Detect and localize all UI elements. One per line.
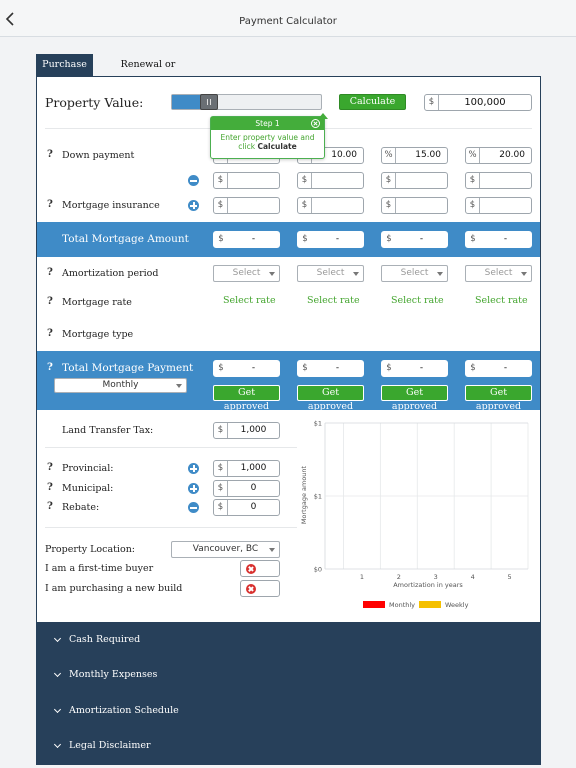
chart-xlabel: Amortization in years xyxy=(393,581,463,589)
chevron-down-icon xyxy=(437,272,443,276)
municipal-help-icon[interactable]: ? xyxy=(47,482,53,493)
down-payment-amount-4[interactable]: $ xyxy=(465,172,532,189)
slider-handle[interactable] xyxy=(200,94,218,110)
chart-xtick: 1 xyxy=(359,573,364,581)
total-mortgage-amount-4: $ - xyxy=(465,231,532,248)
legend-swatch-weekly xyxy=(419,601,441,608)
mortgage-insurance-label: Mortgage insurance xyxy=(62,200,160,211)
mortgage-insurance-4[interactable]: $ xyxy=(465,197,532,214)
remove-down-payment-icon[interactable] xyxy=(188,175,199,186)
top-bar xyxy=(0,0,576,37)
chart-ytick: $1 xyxy=(313,419,322,428)
chevron-down-icon xyxy=(521,272,527,276)
accordion-amortization-schedule[interactable]: Amortization Schedule xyxy=(36,694,541,729)
total-mortgage-amount-band xyxy=(37,222,540,257)
select-rate-link-1[interactable]: Select rate xyxy=(223,295,276,306)
chevron-down-icon xyxy=(54,670,61,677)
legend-label-monthly: Monthly xyxy=(389,601,416,609)
amortization-help-icon[interactable]: ? xyxy=(47,267,53,278)
amortization-select-2[interactable]: Select xyxy=(297,265,364,282)
accordion xyxy=(36,623,541,765)
amortization-select-3[interactable]: Select xyxy=(381,265,448,282)
remove-rebate-icon[interactable] xyxy=(188,502,199,513)
total-payment-2: $ - xyxy=(297,360,364,377)
property-value-input[interactable]: $ 100,000 xyxy=(424,94,532,111)
divider xyxy=(45,447,297,448)
total-payment-3: $ - xyxy=(381,360,448,377)
chart-xtick: 5 xyxy=(507,573,512,581)
amortization-chart xyxy=(295,415,535,615)
property-location-label: Property Location: xyxy=(45,544,136,555)
tooltip-title: Step 1 xyxy=(211,117,324,130)
get-approved-button-1[interactable]: Get approved xyxy=(213,385,280,401)
rebate-input[interactable]: $ 0 xyxy=(213,499,280,516)
land-transfer-tax-label: Land Transfer Tax: xyxy=(62,425,154,436)
land-transfer-tax-input[interactable]: $ 1,000 xyxy=(213,422,280,439)
provincial-label: Provincial: xyxy=(62,463,114,474)
accordion-monthly-expenses[interactable]: Monthly Expenses xyxy=(36,658,541,693)
calculate-button[interactable]: Calculate xyxy=(339,94,406,110)
chevron-down-icon xyxy=(176,384,182,388)
payment-frequency-select[interactable]: Monthly xyxy=(54,378,187,393)
rebate-label: Rebate: xyxy=(62,502,100,513)
tooltip-arrow xyxy=(318,113,328,119)
tooltip-bold: Calculate xyxy=(257,142,297,151)
chevron-down-icon xyxy=(54,706,61,713)
select-rate-link-3[interactable]: Select rate xyxy=(391,295,444,306)
page-title: Payment Calculator xyxy=(239,16,337,27)
total-payment-help-icon[interactable]: ? xyxy=(47,362,53,373)
down-payment-help-icon[interactable]: ? xyxy=(47,149,53,160)
total-payment-1: $ - xyxy=(213,360,280,377)
rebate-help-icon[interactable]: ? xyxy=(47,501,53,512)
select-rate-link-2[interactable]: Select rate xyxy=(307,295,360,306)
chevron-down-icon xyxy=(353,272,359,276)
new-build-toggle[interactable] xyxy=(240,580,280,597)
down-payment-percent-3[interactable]: % 15.00 xyxy=(381,147,448,164)
amortization-select-4[interactable]: Select xyxy=(465,265,532,282)
step-tooltip xyxy=(210,116,325,159)
close-icon[interactable] xyxy=(311,119,320,128)
first-time-buyer-toggle[interactable] xyxy=(240,560,280,577)
mortgage-type-label: Mortgage type xyxy=(62,329,134,340)
chart-grid xyxy=(325,423,528,569)
get-approved-button-4[interactable]: Get approved xyxy=(465,385,532,401)
chart-xtick: 2 xyxy=(396,573,401,581)
provincial-input[interactable]: $ 1,000 xyxy=(213,460,280,477)
municipal-input[interactable]: $ 0 xyxy=(213,480,280,497)
total-mortgage-amount-3: $ - xyxy=(381,231,448,248)
chevron-down-icon xyxy=(269,272,275,276)
mortgage-insurance-2[interactable]: $ xyxy=(297,197,364,214)
select-rate-link-4[interactable]: Select rate xyxy=(475,295,528,306)
get-approved-button-3[interactable]: Get approved xyxy=(381,385,448,401)
mortgage-insurance-help-icon[interactable]: ? xyxy=(47,199,53,210)
mortgage-insurance-3[interactable]: $ xyxy=(381,197,448,214)
municipal-label: Municipal: xyxy=(62,483,114,494)
total-payment-4: $ - xyxy=(465,360,532,377)
new-build-label: I am purchasing a new build xyxy=(45,583,183,594)
accordion-legal-disclaimer[interactable]: Legal Disclaimer xyxy=(36,729,541,764)
chevron-down-icon xyxy=(269,548,275,552)
property-value-slider[interactable] xyxy=(171,94,322,110)
chevron-down-icon xyxy=(54,741,61,748)
add-provincial-icon[interactable] xyxy=(188,463,199,474)
down-payment-percent-4[interactable]: % 20.00 xyxy=(465,147,532,164)
mortgage-rate-label: Mortgage rate xyxy=(62,297,132,308)
add-mortgage-insurance-icon[interactable] xyxy=(188,200,199,211)
chart-xtick: 3 xyxy=(433,573,438,581)
total-mortgage-amount-1: $ - xyxy=(213,231,280,248)
total-mortgage-payment-label: Total Mortgage Payment xyxy=(62,362,194,374)
chevron-down-icon xyxy=(54,635,61,642)
property-location-select[interactable]: Vancouver, BC xyxy=(171,541,280,558)
total-mortgage-payment-band xyxy=(37,351,540,410)
accordion-cash-required[interactable]: Cash Required xyxy=(36,623,541,658)
x-icon xyxy=(246,584,256,594)
mortgage-rate-help-icon[interactable]: ? xyxy=(47,296,53,307)
chart-ytick: $0 xyxy=(313,565,322,574)
tab-renewal-or-refinance[interactable]: Renewal or xyxy=(120,59,176,70)
down-payment-label: Down payment xyxy=(62,150,135,161)
chart-ylabel: Mortgage amount xyxy=(300,465,308,525)
down-payment-amount-2[interactable]: $ xyxy=(297,172,364,189)
first-time-buyer-label: I am a first-time buyer xyxy=(45,563,154,574)
tab-purchase[interactable]: Purchase xyxy=(36,54,93,76)
down-payment-amount-1[interactable]: $ xyxy=(213,172,280,189)
tooltip-text: Enter property value and click xyxy=(220,133,315,151)
down-payment-amount-3[interactable]: $ xyxy=(381,172,448,189)
x-icon xyxy=(246,564,256,574)
get-approved-button-2[interactable]: Get approved xyxy=(297,385,364,401)
provincial-help-icon[interactable]: ? xyxy=(47,462,53,473)
mortgage-insurance-1[interactable]: $ xyxy=(213,197,280,214)
legend-label-weekly: Weekly xyxy=(445,601,469,609)
property-value-label: Property Value: xyxy=(45,95,144,110)
amortization-select-1[interactable]: Select xyxy=(213,265,280,282)
legend-swatch-monthly xyxy=(363,601,385,608)
add-municipal-icon[interactable] xyxy=(188,483,199,494)
chart-ytick: $1 xyxy=(313,492,322,501)
divider xyxy=(45,527,297,528)
mortgage-type-help-icon[interactable]: ? xyxy=(47,328,53,339)
amortization-period-label: Amortization period xyxy=(62,268,159,279)
total-mortgage-amount-label: Total Mortgage Amount xyxy=(62,233,189,245)
chart-xtick: 4 xyxy=(470,573,475,581)
down-payment-percent-2[interactable]: 10.00 xyxy=(297,147,364,164)
total-mortgage-amount-2: $ - xyxy=(297,231,364,248)
